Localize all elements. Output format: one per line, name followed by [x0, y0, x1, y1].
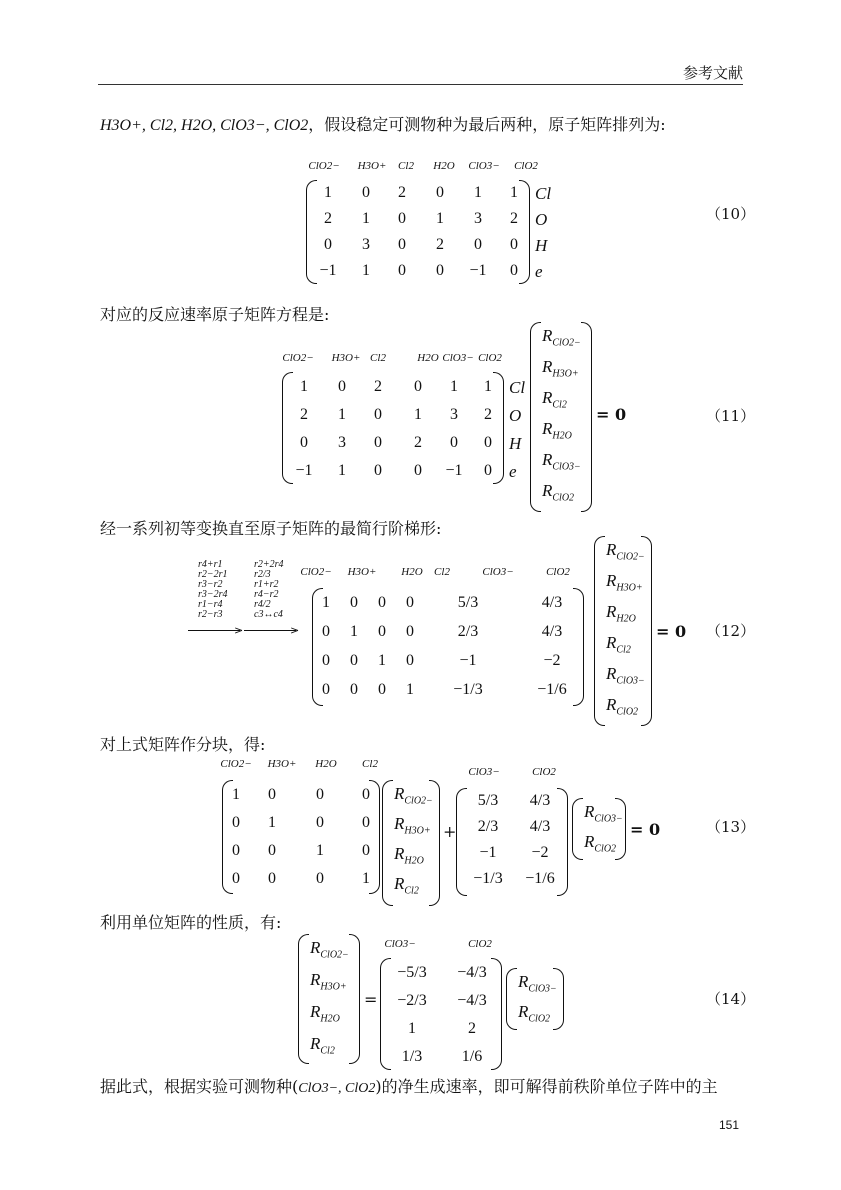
matrix-cell: 1 — [350, 623, 358, 640]
matrix-cell: 0 — [316, 814, 324, 831]
vector-entry: $R_{ClO2}$ — [584, 832, 617, 855]
col-label: ClO3− — [468, 766, 500, 778]
intro-species: H3O+, Cl2, H2O, ClO3−, ClO2 — [100, 117, 309, 134]
matrix-cell: 1 — [322, 594, 330, 611]
matrix-cell: −1 — [459, 652, 477, 669]
running-header: 参考文献 — [682, 64, 743, 82]
matrix-cell: 2 — [374, 378, 382, 395]
op-line: r2−r3 — [198, 609, 223, 620]
vector-entry: $R_{ClO3-}$ — [518, 972, 557, 995]
col-label: Cl2 — [370, 352, 386, 364]
matrix-cell: 3 — [474, 210, 482, 227]
paragraph-6 — [100, 1074, 718, 1097]
matrix-cell: 0 — [374, 462, 382, 479]
matrix-cell: 0 — [510, 262, 518, 279]
matrix-cell: 1 — [362, 210, 370, 227]
col-label: ClO3− — [442, 352, 474, 364]
eq13-rhs: = 0 — [630, 820, 661, 839]
matrix-cell: 1 — [300, 378, 308, 395]
matrix-cell: 0 — [378, 594, 386, 611]
arrow-a-head: > — [234, 624, 244, 637]
matrix-cell: −1/3 — [453, 681, 483, 698]
row-label: e — [535, 262, 543, 281]
eq11-vector — [530, 322, 592, 512]
matrix-cell: −4/3 — [457, 992, 487, 1009]
op-line: r4−r2 — [254, 589, 279, 600]
eq14-equals: = — [364, 990, 378, 1009]
matrix-cell: 0 — [378, 623, 386, 640]
matrix-cell: 0 — [324, 236, 332, 253]
arrow-b — [244, 630, 296, 631]
col-label: ClO2− — [282, 352, 314, 364]
col-label: ClO3− — [482, 566, 514, 578]
matrix-cell: 0 — [350, 594, 358, 611]
matrix-cell: 0 — [268, 786, 276, 803]
matrix-cell: 1 — [338, 462, 346, 479]
matrix-cell: −2 — [543, 652, 561, 669]
matrix-cell: 1 — [474, 184, 482, 201]
matrix-cell: −1/3 — [473, 870, 503, 887]
matrix-cell: 0 — [362, 184, 370, 201]
vector-entry: $R_{H3O+}$ — [310, 970, 347, 993]
matrix-cell: 0 — [406, 623, 414, 640]
row-label: Cl — [535, 184, 552, 203]
col-label: H3O+ — [347, 566, 377, 578]
matrix-cell: 1/6 — [461, 1048, 483, 1065]
matrix-cell: 2 — [398, 184, 406, 201]
col-label: H2O — [417, 352, 439, 364]
matrix-cell: 1 — [414, 406, 422, 423]
matrix-cell: 0 — [374, 406, 382, 423]
matrix-cell: −1/6 — [525, 870, 555, 887]
matrix-cell: 3 — [362, 236, 370, 253]
col-label: ClO2 — [546, 566, 570, 578]
matrix-cell: 0 — [316, 786, 324, 803]
matrix-cell: 1 — [362, 262, 370, 279]
vector-entry: $R_{ClO3-}$ — [606, 664, 645, 687]
matrix-cell: 0 — [362, 842, 370, 859]
matrix-cell: 0 — [322, 623, 330, 640]
matrix-cell: 0 — [316, 870, 324, 887]
eq10-matrix — [306, 180, 530, 284]
matrix-cell: 0 — [350, 681, 358, 698]
vector-entry: $R_{ClO3-}$ — [584, 802, 623, 825]
intro-text: ，假设稳定可测物种为最后两种，原子矩阵排列为: — [308, 115, 666, 134]
matrix-cell: 0 — [484, 434, 492, 451]
matrix-cell: 2 — [324, 210, 332, 227]
eq13-matrix-a — [222, 780, 380, 894]
vector-entry: $R_{ClO2-}$ — [310, 938, 349, 961]
vector-entry: $R_{ClO2}$ — [542, 481, 575, 504]
matrix-cell: 1 — [408, 1020, 416, 1037]
col-label: ClO2 — [478, 352, 502, 364]
matrix-cell: 0 — [414, 462, 422, 479]
vector-entry: $R_{H2O}$ — [542, 419, 572, 442]
matrix-cell: 0 — [300, 434, 308, 451]
paragraph-3: 经一系列初等变换直至原子矩阵的最简行阶梯形: — [100, 519, 442, 538]
matrix-cell: 0 — [436, 262, 444, 279]
col-label: Cl2 — [398, 160, 414, 172]
vector-entry: $R_{Cl2}$ — [394, 874, 419, 897]
eq13-number: （13） — [706, 818, 756, 836]
arrow-b-head: > — [290, 624, 300, 637]
col-label: H2O — [401, 566, 423, 578]
col-label: H2O — [315, 758, 337, 770]
eq13-matrix-b — [456, 788, 568, 896]
vector-entry: $R_{ClO2}$ — [606, 695, 639, 718]
matrix-cell: 0 — [232, 842, 240, 859]
row-label: O — [535, 210, 548, 229]
header-rule — [98, 84, 743, 85]
matrix-cell: 1 — [362, 870, 370, 887]
matrix-cell: 1 — [378, 652, 386, 669]
matrix-cell: 0 — [398, 236, 406, 253]
matrix-cell: 0 — [350, 652, 358, 669]
col-label: H3O+ — [331, 352, 361, 364]
eq14-vector-left — [298, 934, 360, 1064]
col-label: ClO2− — [300, 566, 332, 578]
vector-entry: $R_{ClO3-}$ — [542, 450, 581, 473]
matrix-cell: 0 — [268, 870, 276, 887]
paragraph-2: 对应的反应速率原子矩阵方程是: — [100, 305, 330, 324]
matrix-cell: 0 — [374, 434, 382, 451]
matrix-cell: 0 — [268, 842, 276, 859]
col-label: ClO2 — [468, 938, 492, 950]
eq13-vector-a — [382, 780, 440, 906]
matrix-cell: 4/3 — [541, 594, 563, 611]
matrix-cell: 1 — [268, 814, 276, 831]
matrix-cell: −1 — [319, 262, 337, 279]
matrix-cell: 1 — [450, 378, 458, 395]
col-label: ClO2 — [532, 766, 556, 778]
col-label: ClO3− — [384, 938, 416, 950]
row-label: O — [509, 406, 522, 425]
matrix-cell: 3 — [338, 434, 346, 451]
op-line: r1−r4 — [198, 599, 223, 610]
matrix-cell: −5/3 — [397, 964, 427, 981]
matrix-cell: 0 — [398, 262, 406, 279]
eq14-col-labels — [380, 938, 510, 954]
vector-entry: $R_{ClO2-}$ — [606, 540, 645, 563]
op-line: c3↔c4 — [254, 609, 283, 620]
vector-entry: $R_{H3O+}$ — [542, 357, 579, 380]
eq11-number: （11） — [706, 407, 756, 425]
page-number: 151 — [718, 1118, 739, 1132]
eq11-col-labels — [282, 352, 512, 368]
matrix-cell: 0 — [338, 378, 346, 395]
intro-line — [100, 112, 666, 135]
matrix-cell: 0 — [362, 814, 370, 831]
col-label: ClO2 — [514, 160, 538, 172]
matrix-cell: 2 — [468, 1020, 476, 1037]
op-line: r4/2 — [254, 599, 271, 610]
vector-entry: $R_{H3O+}$ — [606, 571, 643, 594]
matrix-cell: −1 — [479, 844, 497, 861]
matrix-cell: 0 — [510, 236, 518, 253]
eq14-vector-right — [506, 968, 564, 1030]
matrix-cell: 1 — [510, 184, 518, 201]
matrix-cell: 1 — [436, 210, 444, 227]
p6-b: )的净生成速率，即可解得前秩阶单位子阵中的主 — [375, 1077, 718, 1096]
vector-entry: $R_{Cl2}$ — [606, 633, 631, 656]
matrix-cell: −1 — [295, 462, 313, 479]
row-label: H — [535, 236, 548, 255]
matrix-cell: 0 — [406, 594, 414, 611]
col-label: H3O+ — [267, 758, 297, 770]
paragraph-4: 对上式矩阵作分块，得: — [100, 735, 266, 754]
op-line: r2/3 — [254, 569, 271, 580]
eq11-matrix — [282, 372, 504, 484]
eq10-row-labels — [533, 180, 563, 284]
eq12-vector — [594, 536, 652, 726]
op-line: r2−2r1 — [198, 569, 228, 580]
matrix-cell: −1/6 — [537, 681, 567, 698]
eq13-vector-b — [572, 798, 626, 860]
matrix-cell: 2/3 — [457, 623, 479, 640]
op-line: r4+r1 — [198, 559, 223, 570]
eq12-rhs: = 0 — [656, 622, 687, 641]
vector-entry: $R_{ClO2-}$ — [394, 784, 433, 807]
op-line: r2+2r4 — [254, 559, 284, 570]
col-label: H2O — [433, 160, 455, 172]
matrix-cell: 5/3 — [477, 792, 499, 809]
vector-entry: $R_{ClO2-}$ — [542, 326, 581, 349]
eq13-plus: + — [443, 822, 457, 841]
col-label: Cl2 — [362, 758, 378, 770]
eq12-ops-a — [198, 560, 228, 620]
matrix-cell: −2/3 — [397, 992, 427, 1009]
matrix-cell: 4/3 — [529, 792, 551, 809]
vector-entry: $R_{H3O+}$ — [394, 814, 431, 837]
matrix-cell: 0 — [484, 462, 492, 479]
matrix-cell: 5/3 — [457, 594, 479, 611]
eq12-number: （12） — [706, 622, 756, 640]
matrix-cell: 0 — [378, 681, 386, 698]
col-label: ClO3− — [468, 160, 500, 172]
eq10-col-labels — [308, 160, 548, 176]
matrix-cell: 1 — [316, 842, 324, 859]
eq13-col-labels-a — [222, 758, 392, 774]
col-label: ClO2− — [220, 758, 252, 770]
p6-species: ClO3−, ClO2 — [298, 1081, 376, 1096]
vector-entry: $R_{ClO2}$ — [518, 1002, 551, 1025]
matrix-cell: 2 — [484, 406, 492, 423]
matrix-cell: 2 — [414, 434, 422, 451]
matrix-cell: 0 — [406, 652, 414, 669]
vector-entry: $R_{Cl2}$ — [310, 1034, 335, 1057]
matrix-cell: −2 — [531, 844, 549, 861]
matrix-cell: 3 — [450, 406, 458, 423]
matrix-cell: 4/3 — [529, 818, 551, 835]
row-label: Cl — [509, 378, 526, 397]
matrix-cell: 1 — [324, 184, 332, 201]
matrix-cell: −4/3 — [457, 964, 487, 981]
matrix-cell: 0 — [232, 870, 240, 887]
matrix-cell: 0 — [232, 814, 240, 831]
matrix-cell: −1 — [445, 462, 463, 479]
eq13-col-labels-b — [458, 766, 578, 782]
matrix-cell: 0 — [322, 652, 330, 669]
eq12-ops-b — [254, 560, 284, 620]
arrow-a — [188, 630, 240, 631]
matrix-cell: 1 — [232, 786, 240, 803]
matrix-cell: 0 — [414, 378, 422, 395]
matrix-cell: 4/3 — [541, 623, 563, 640]
matrix-cell: 2 — [510, 210, 518, 227]
op-line: r3−2r4 — [198, 589, 228, 600]
eq14-number: （14） — [706, 990, 756, 1008]
vector-entry: $R_{H2O}$ — [394, 844, 424, 867]
op-line: r1+r2 — [254, 579, 279, 590]
col-label: ClO2− — [308, 160, 340, 172]
matrix-cell: 2 — [436, 236, 444, 253]
matrix-cell: 1 — [406, 681, 414, 698]
matrix-cell: 0 — [450, 434, 458, 451]
col-label: H3O+ — [357, 160, 387, 172]
eq11-rhs: = 0 — [596, 405, 627, 424]
op-line: r3−r2 — [198, 579, 223, 590]
eq10-number: （10） — [706, 205, 756, 223]
matrix-cell: 2/3 — [477, 818, 499, 835]
vector-entry: $R_{H2O}$ — [606, 602, 636, 625]
vector-entry: $R_{Cl2}$ — [542, 388, 567, 411]
paragraph-5: 利用单位矩阵的性质，有: — [100, 913, 282, 932]
matrix-cell: 0 — [436, 184, 444, 201]
vector-entry: $R_{H2O}$ — [310, 1002, 340, 1025]
matrix-cell: 1 — [484, 378, 492, 395]
matrix-cell: 1/3 — [401, 1048, 423, 1065]
eq14-matrix — [380, 958, 502, 1070]
row-label: e — [509, 462, 517, 481]
matrix-cell: 0 — [398, 210, 406, 227]
row-label: H — [509, 434, 522, 453]
p6-a: 据此式，根据实验可测物种( — [100, 1077, 299, 1096]
eq12-col-labels — [300, 566, 590, 582]
col-label: Cl2 — [434, 566, 450, 578]
matrix-cell: 2 — [300, 406, 308, 423]
matrix-cell: 0 — [474, 236, 482, 253]
matrix-cell: 0 — [322, 681, 330, 698]
matrix-cell: 0 — [362, 786, 370, 803]
matrix-cell: −1 — [469, 262, 487, 279]
matrix-cell: 1 — [338, 406, 346, 423]
eq12-matrix — [312, 588, 584, 706]
